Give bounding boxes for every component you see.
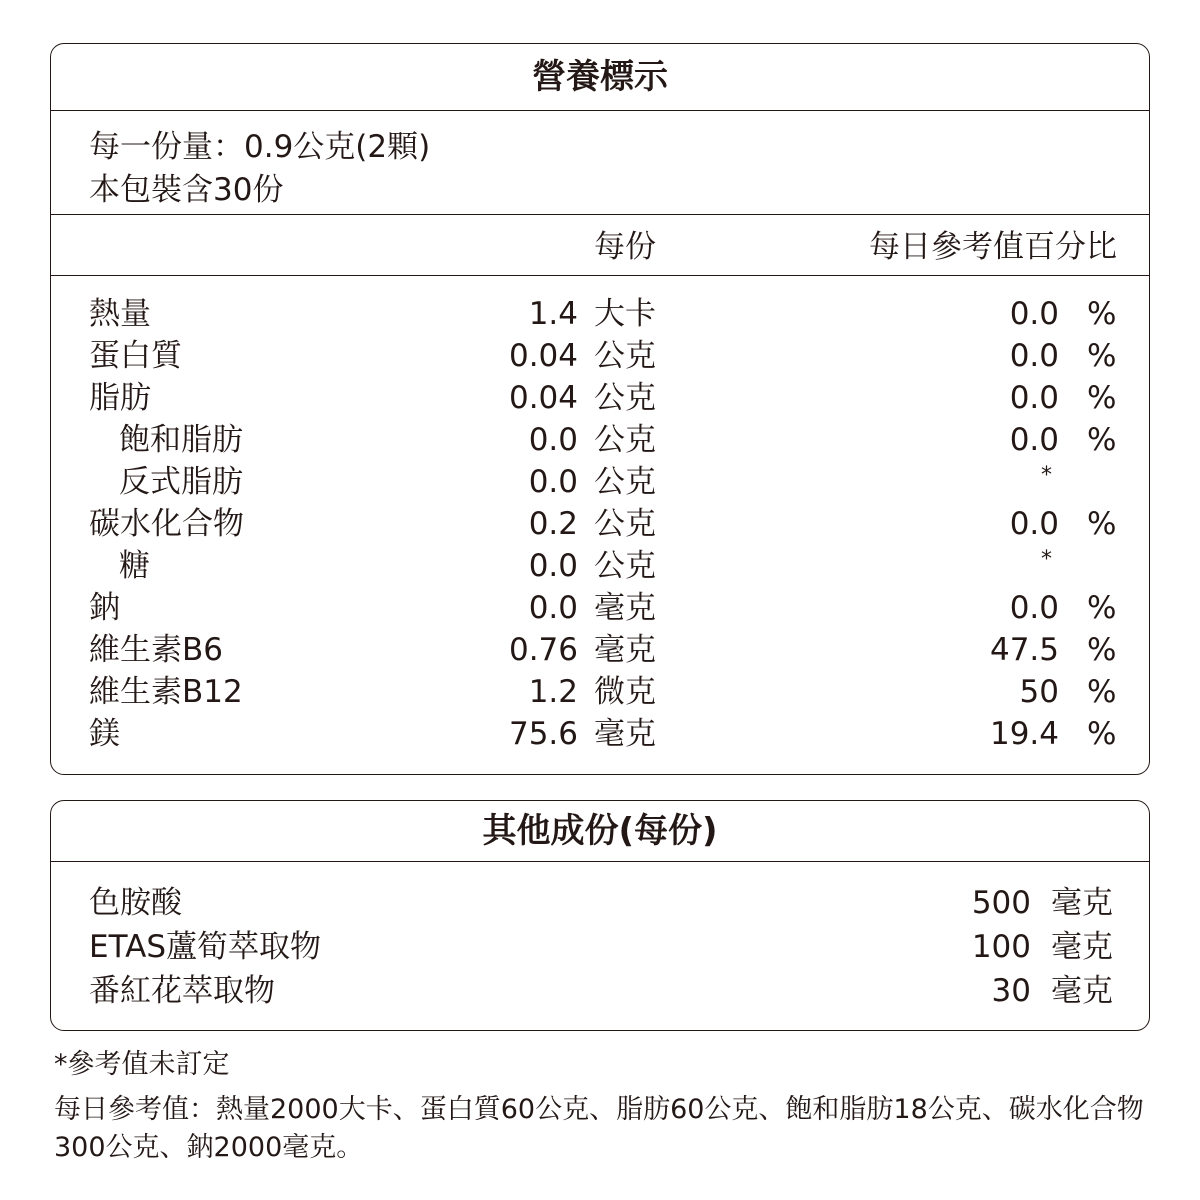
ingredient-amount: 500 — [971, 885, 1031, 921]
nutrient-row — [51, 419, 1149, 461]
nutrient-unit: 公克 — [594, 338, 656, 374]
footnote-not-established: *參考值未訂定 — [54, 1049, 230, 1080]
nutrient-daily-value: 0.0 — [1009, 380, 1059, 416]
nutrient-name: 鎂 — [89, 716, 120, 752]
other-ingredients-panel — [50, 800, 1150, 1031]
percent-sign: % — [1087, 338, 1117, 374]
nutrition-facts-title: 營養標示 — [51, 44, 1149, 111]
nutrient-row — [51, 587, 1149, 629]
nutrient-unit: 公克 — [594, 380, 656, 416]
nutrient-name: 熱量 — [89, 296, 151, 332]
percent-sign: % — [1087, 632, 1117, 668]
nutrient-daily-value: 0.0 — [1009, 422, 1059, 458]
servings-per-package: 本包裝含30份 — [89, 172, 284, 208]
ingredient-amount: 100 — [971, 929, 1031, 965]
nutrient-daily-value: 0.0 — [1009, 296, 1059, 332]
nutrient-unit: 公克 — [594, 548, 656, 584]
divider — [51, 275, 1149, 276]
ingredient-row — [51, 969, 1149, 1013]
ingredient-row — [51, 925, 1149, 969]
col-daily-value-header: 每日參考值百分比 — [869, 229, 1117, 265]
ingredient-unit: 毫克 — [1051, 885, 1113, 921]
not-established-mark: * — [1041, 463, 1052, 488]
serving-size: 每一份量：0.9公克(2顆) — [89, 129, 431, 165]
nutrient-daily-value: 19.4 — [989, 716, 1059, 752]
nutrient-name: 維生素B12 — [89, 674, 243, 710]
nutrient-row — [51, 335, 1149, 377]
nutrient-row — [51, 377, 1149, 419]
nutrient-row — [51, 713, 1149, 755]
nutrient-amount: 0.0 — [528, 590, 578, 626]
nutrient-name: 飽和脂肪 — [119, 422, 243, 458]
nutrient-name: 碳水化合物 — [89, 506, 244, 542]
nutrient-name: 蛋白質 — [89, 338, 182, 374]
nutrient-amount: 1.4 — [528, 296, 578, 332]
nutrient-unit: 毫克 — [594, 590, 656, 626]
ingredient-name: 色胺酸 — [89, 885, 182, 921]
footnote-daily-reference-line2: 300公克、鈉2000毫克。 — [54, 1132, 364, 1163]
nutrient-amount: 0.76 — [508, 632, 578, 668]
ingredient-name: ETAS蘆筍萃取物 — [89, 929, 321, 965]
nutrient-row — [51, 545, 1149, 587]
percent-sign: % — [1087, 506, 1117, 542]
nutrient-amount: 1.2 — [528, 674, 578, 710]
nutrient-row — [51, 461, 1149, 503]
nutrient-daily-value: 50 — [1019, 674, 1059, 710]
nutrient-unit: 公克 — [594, 464, 656, 500]
nutrient-amount: 0.0 — [528, 464, 578, 500]
percent-sign: % — [1087, 590, 1117, 626]
nutrient-amount: 0.2 — [528, 506, 578, 542]
percent-sign: % — [1087, 422, 1117, 458]
col-per-serving-header: 每份 — [594, 229, 656, 265]
divider — [51, 214, 1149, 215]
nutrient-name: 脂肪 — [89, 380, 151, 416]
percent-sign: % — [1087, 380, 1117, 416]
percent-sign: % — [1087, 674, 1117, 710]
ingredient-unit: 毫克 — [1051, 973, 1113, 1009]
percent-sign: % — [1087, 296, 1117, 332]
footnote-daily-reference-line1: 每日參考值：熱量2000大卡、蛋白質60公克、脂肪60公克、飽和脂肪18公克、碳水化合物 — [54, 1094, 1144, 1125]
ingredient-amount: 30 — [991, 973, 1031, 1009]
nutrient-unit: 大卡 — [594, 296, 656, 332]
nutrient-daily-value: 0.0 — [1009, 590, 1059, 626]
percent-sign: % — [1087, 716, 1117, 752]
nutrient-row — [51, 503, 1149, 545]
nutrient-amount: 0.04 — [508, 338, 578, 374]
nutrient-row — [51, 671, 1149, 713]
ingredient-name: 番紅花萃取物 — [89, 973, 275, 1009]
ingredient-unit: 毫克 — [1051, 929, 1113, 965]
nutrition-facts-panel — [50, 43, 1150, 775]
nutrient-amount: 0.0 — [528, 548, 578, 584]
nutrient-name: 反式脂肪 — [119, 464, 243, 500]
nutrient-daily-value: 47.5 — [989, 632, 1059, 668]
nutrient-unit: 公克 — [594, 422, 656, 458]
nutrient-amount: 75.6 — [508, 716, 578, 752]
nutrient-row — [51, 629, 1149, 671]
nutrient-unit: 毫克 — [594, 716, 656, 752]
serving-info — [89, 126, 430, 212]
nutrient-unit: 公克 — [594, 506, 656, 542]
nutrient-name: 鈉 — [89, 590, 120, 626]
nutrient-daily-value: 0.0 — [1009, 338, 1059, 374]
nutrient-name: 維生素B6 — [89, 632, 223, 668]
nutrient-unit: 微克 — [594, 674, 656, 710]
nutrient-daily-value: 0.0 — [1009, 506, 1059, 542]
nutrient-unit: 毫克 — [594, 632, 656, 668]
other-ingredients-title: 其他成份(每份) — [51, 801, 1149, 862]
nutrient-row — [51, 293, 1149, 335]
nutrient-name: 糖 — [119, 548, 150, 584]
nutrient-amount: 0.0 — [528, 422, 578, 458]
nutrient-amount: 0.04 — [508, 380, 578, 416]
not-established-mark: * — [1041, 547, 1052, 572]
ingredient-row — [51, 881, 1149, 925]
